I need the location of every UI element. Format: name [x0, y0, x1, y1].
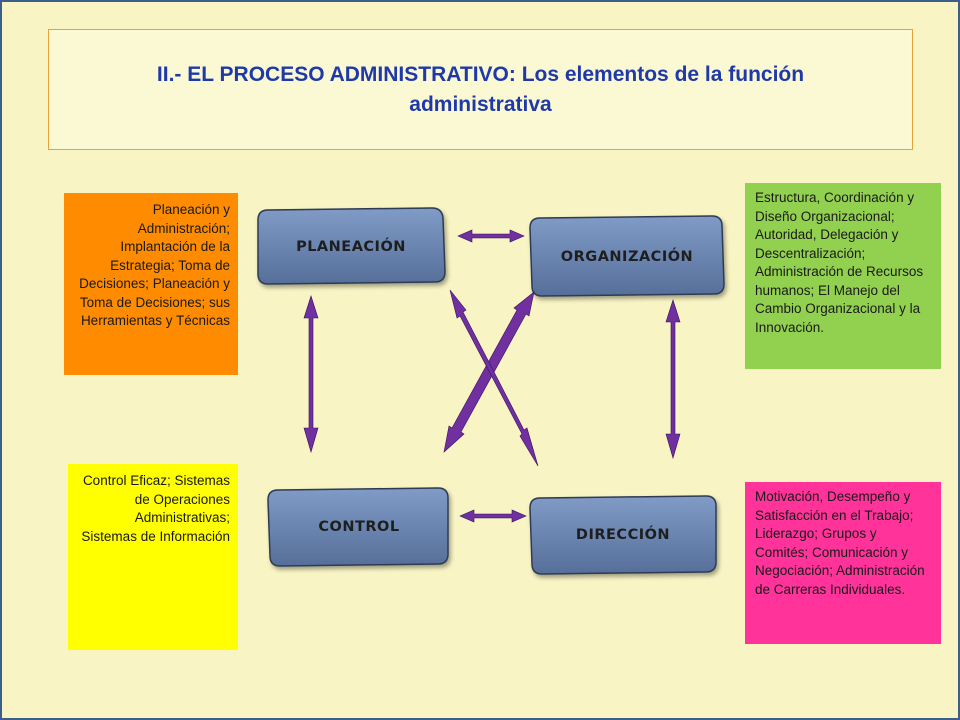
- arrow-planeacion-organizacion: [458, 230, 524, 242]
- organizacion-box: [530, 216, 724, 296]
- page-title: II.- EL PROCESO ADMINISTRATIVO: Los elementos de la función administrativa: [156, 62, 805, 116]
- control-note: Control Eficaz; Sistemas de Operaciones Administrativas; Sistemas de Información: [68, 464, 238, 650]
- organizacion-note: Estructura, Coordinación y Diseño Organizacional; Autoridad, Delegación y Descentralización; Administración de Recursos humanos; El Manejo del Cambio Organizacional y la Innovación.: [745, 183, 941, 369]
- direccion-note: Motivación, Desempeño y Satisfacción en el Trabajo; Liderazgo; Grupos y Comités; Comunicación y Negociación; Administración de Carreras Individuales.: [745, 482, 941, 644]
- planeacion-box: [258, 208, 445, 284]
- arrow-control-direccion: [460, 510, 526, 522]
- control-box: [268, 488, 448, 566]
- direccion-box: [530, 496, 716, 574]
- direccion-label: DIRECCIÓN: [575, 527, 671, 543]
- arrow-organizacion-direccion: [666, 300, 680, 458]
- planeacion-label: PLANEACIÓN: [296, 239, 406, 255]
- planeacion-note: Planeación y Administración; Implantación de la Estrategia; Toma de Decisiones; Planeación y Toma de Decisiones; sus Herramientas y Técnicas: [64, 193, 238, 375]
- control-label: CONTROL: [318, 519, 400, 535]
- organizacion-label: ORGANIZACIÓN: [560, 249, 694, 265]
- arrow-planeacion-control: [304, 296, 318, 452]
